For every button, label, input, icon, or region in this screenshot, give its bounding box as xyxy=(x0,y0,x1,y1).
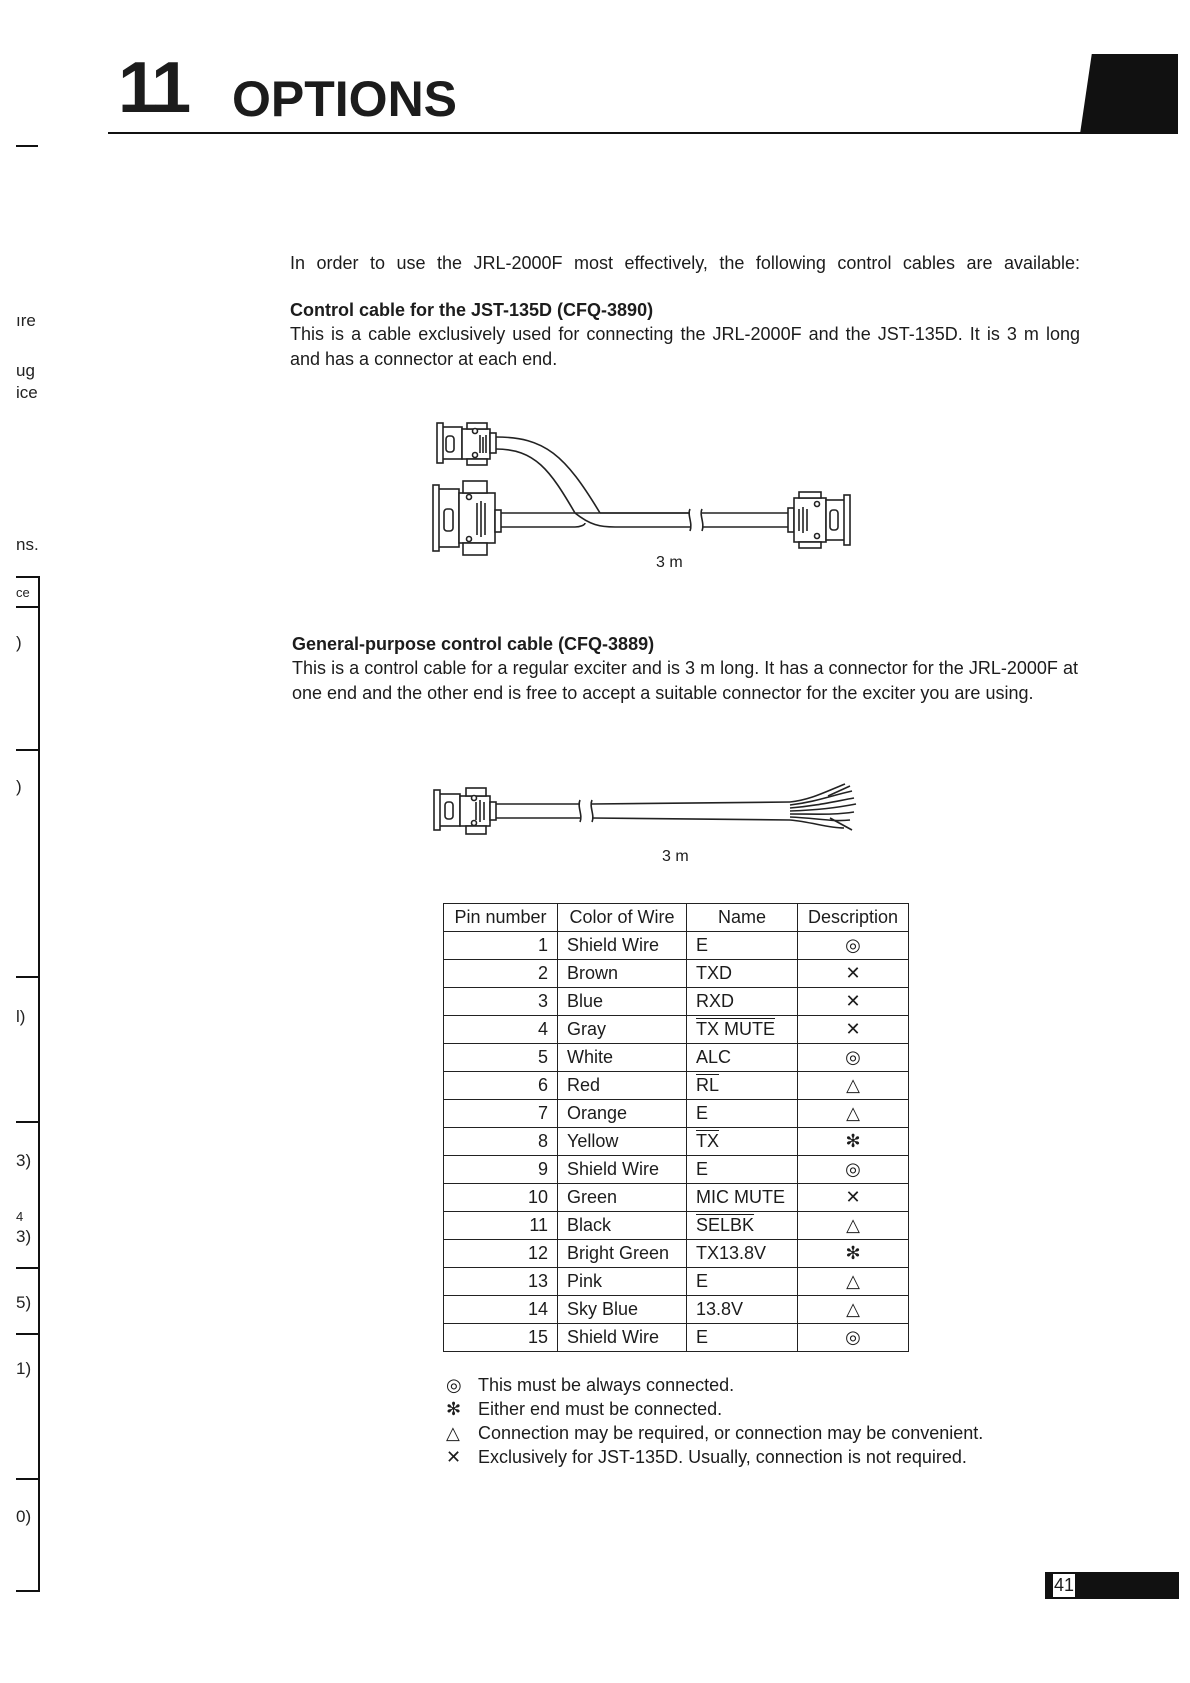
table-row xyxy=(444,1100,909,1128)
section-body-cfq3889: This is a control cable for a regular exciter and is 3 m long. It has a connector for the JRL-2000F at one end and the other end is free to accept a suitable connector for the exciter you are using. xyxy=(292,658,1078,703)
wire-color: Yellow xyxy=(558,1128,687,1156)
margin-tick xyxy=(16,576,40,578)
pin-number: 14 xyxy=(444,1296,558,1324)
pin-number: 10 xyxy=(444,1184,558,1212)
wire-color: Bright Green xyxy=(558,1240,687,1268)
legend-text: Either end must be connected. xyxy=(478,1399,723,1419)
table-row xyxy=(444,1156,909,1184)
margin-fragment: 3) xyxy=(16,1151,32,1170)
margin-fragment: ice xyxy=(16,383,38,402)
signal-name: TX13.8V xyxy=(687,1240,798,1268)
table-row xyxy=(444,1212,909,1240)
margin-fragment: 4 xyxy=(16,1209,24,1224)
margin-tick xyxy=(16,749,40,751)
chapter-title: OPTIONS xyxy=(232,71,458,127)
cable-diagram-cfq3890 xyxy=(425,415,875,585)
pin-number: 12 xyxy=(444,1240,558,1268)
cable-length-label: 3 m xyxy=(662,848,689,865)
wire-color: Blue xyxy=(558,988,687,1016)
pin-number: 1 xyxy=(444,932,558,960)
section-body-cfq3890: This is a cable exclusively used for connecting the JRL-2000F and the JST-135D. It is 3 m long and has a connector at each end. xyxy=(290,324,1080,369)
pin-number: 5 xyxy=(444,1044,558,1072)
pin-assignment-table xyxy=(443,903,909,1352)
section-heading-cfq3889: General-purpose control cable (CFQ-3889) xyxy=(292,634,655,654)
connection-symbol: ✕ xyxy=(798,988,909,1016)
pin-number: 15 xyxy=(444,1324,558,1352)
margin-tick xyxy=(16,1590,40,1592)
wire-color: Pink xyxy=(558,1268,687,1296)
header-name: Name xyxy=(687,904,798,932)
signal-name: TXD xyxy=(687,960,798,988)
pin-number: 2 xyxy=(444,960,558,988)
signal-name: $\overline{RL}$ xyxy=(687,1072,798,1100)
chapter-number: 11 xyxy=(118,48,189,128)
table-row xyxy=(444,988,909,1016)
margin-dash xyxy=(16,145,38,147)
connection-symbol: ✻ xyxy=(798,1240,909,1268)
page-number: 41 xyxy=(1054,1575,1075,1595)
legend-item xyxy=(446,1397,983,1421)
connection-symbol: ◎ xyxy=(798,1324,909,1352)
connection-symbol: ✕ xyxy=(798,1184,909,1212)
header-pin-number: Pin number xyxy=(444,904,558,932)
table-row xyxy=(444,932,909,960)
wire-color: Brown xyxy=(558,960,687,988)
margin-fragment: ıre xyxy=(16,311,36,330)
signal-name: SELBK xyxy=(687,1212,798,1240)
signal-name: TX MUTE xyxy=(687,1016,798,1044)
connection-symbol: ✕ xyxy=(798,1016,909,1044)
signal-name: MIC MUTE xyxy=(687,1184,798,1212)
connection-symbol: ◎ xyxy=(798,1044,909,1072)
wire-color: White xyxy=(558,1044,687,1072)
triangle-icon: △ xyxy=(446,1423,460,1443)
legend-text: Connection may be required, or connection may be convenient. xyxy=(478,1423,984,1443)
pin-number: 4 xyxy=(444,1016,558,1044)
pin-number: 7 xyxy=(444,1100,558,1128)
margin-tick xyxy=(16,606,40,608)
legend-item xyxy=(446,1421,983,1445)
table-row xyxy=(444,1268,909,1296)
margin-tick xyxy=(16,1267,40,1269)
wire-color: Sky Blue xyxy=(558,1296,687,1324)
asterisk-icon: ✻ xyxy=(446,1399,462,1419)
margin-fragment: ce xyxy=(16,585,30,600)
section-heading-cfq3890: Control cable for the JST-135D (CFQ-3890) xyxy=(290,300,654,320)
cross-icon: ✕ xyxy=(446,1447,462,1467)
connection-symbol: ◎ xyxy=(798,1156,909,1184)
table-row xyxy=(444,1240,909,1268)
signal-name: ALC xyxy=(687,1044,798,1072)
margin-fragment: 5) xyxy=(16,1293,32,1312)
margin-fragment: ns. xyxy=(16,535,39,554)
margin-tick xyxy=(16,1478,40,1480)
signal-name: $\overline{TX}$ xyxy=(687,1128,798,1156)
margin-bracket-line xyxy=(38,576,40,1592)
wire-color: Green xyxy=(558,1184,687,1212)
signal-name: 13.8V xyxy=(687,1296,798,1324)
header-wire-color: Color of Wire xyxy=(558,904,687,932)
wire-color: Shield Wire xyxy=(558,1324,687,1352)
connection-symbol: ✻ xyxy=(798,1128,909,1156)
signal-name: E xyxy=(687,1324,798,1352)
pin-number: 11 xyxy=(444,1212,558,1240)
table-row xyxy=(444,1016,909,1044)
signal-name: RXD xyxy=(687,988,798,1016)
legend-text: Exclusively for JST-135D. Usually, connection is not required. xyxy=(478,1447,967,1467)
signal-name: E xyxy=(687,1268,798,1296)
pin-number: 3 xyxy=(444,988,558,1016)
connection-symbol: ◎ xyxy=(798,932,909,960)
legend-text: This must be always connected. xyxy=(478,1375,735,1395)
connection-symbol: △ xyxy=(798,1212,909,1240)
table-row xyxy=(444,1072,909,1100)
symbol-legend xyxy=(446,1373,983,1469)
cable-length-label: 3 m xyxy=(656,554,683,571)
table-header-row xyxy=(444,904,909,932)
table-row xyxy=(444,960,909,988)
connection-symbol: △ xyxy=(798,1072,909,1100)
margin-fragment: 0) xyxy=(16,1507,32,1526)
intro-paragraph: In order to use the JRL-2000F most effectively, the following control cables are available: xyxy=(290,253,1080,273)
always-connected-icon: ◎ xyxy=(446,1375,462,1395)
wire-color: Gray xyxy=(558,1016,687,1044)
margin-tick xyxy=(16,1121,40,1123)
table-row xyxy=(444,1128,909,1156)
margin-fragment: l) xyxy=(16,1007,26,1026)
legend-item xyxy=(446,1373,983,1397)
signal-name: E xyxy=(687,1100,798,1128)
table-row xyxy=(444,1296,909,1324)
margin-tick xyxy=(16,1333,40,1335)
wire-color: Shield Wire xyxy=(558,932,687,960)
table-row xyxy=(444,1324,909,1352)
header-rule xyxy=(108,132,1178,134)
wire-color: Orange xyxy=(558,1100,687,1128)
margin-fragment: ) xyxy=(16,777,22,796)
pin-number: 9 xyxy=(444,1156,558,1184)
pin-number: 13 xyxy=(444,1268,558,1296)
table-row xyxy=(444,1184,909,1212)
wire-color: Red xyxy=(558,1072,687,1100)
connection-symbol: ✕ xyxy=(798,960,909,988)
chapter-tab xyxy=(1080,54,1178,134)
signal-name: E xyxy=(687,1156,798,1184)
margin-fragment: 1) xyxy=(16,1359,32,1378)
margin-fragment: ug xyxy=(16,361,35,380)
table-row xyxy=(444,1044,909,1072)
connection-symbol: △ xyxy=(798,1296,909,1324)
header-description: Description xyxy=(798,904,909,932)
pin-number: 6 xyxy=(444,1072,558,1100)
legend-item xyxy=(446,1445,983,1469)
margin-fragment: ) xyxy=(16,633,22,652)
margin-tick xyxy=(16,976,40,978)
connection-symbol: △ xyxy=(798,1268,909,1296)
connection-symbol: △ xyxy=(798,1100,909,1128)
wire-color: Black xyxy=(558,1212,687,1240)
margin-fragment: 3) xyxy=(16,1227,32,1246)
wire-color: Shield Wire xyxy=(558,1156,687,1184)
pin-number: 8 xyxy=(444,1128,558,1156)
cable-diagram-cfq3889 xyxy=(430,782,860,852)
signal-name: E xyxy=(687,932,798,960)
